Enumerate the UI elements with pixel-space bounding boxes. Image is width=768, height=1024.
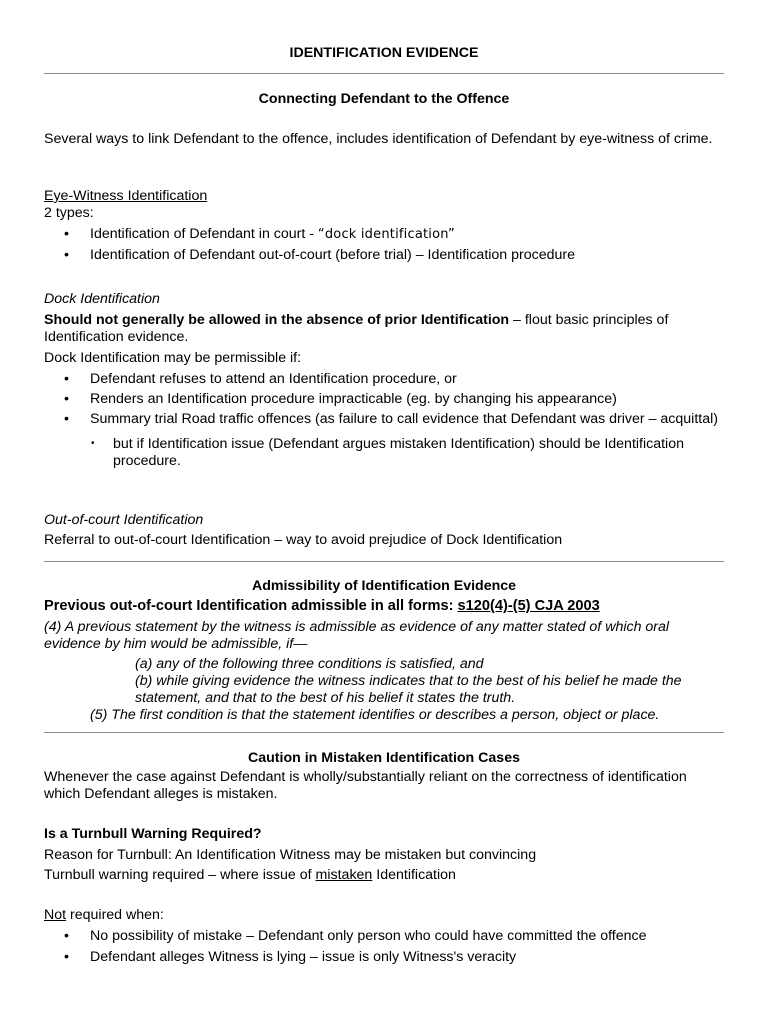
list-item: • No possibility of mistake – Defendant only person who could have committed the offence: [44, 928, 724, 945]
section-heading-admissibility: Admissibility of Identification Evidence: [251, 578, 517, 594]
turnbull-required: [44, 867, 724, 884]
statute-para-4: (4) A previous statement by the witness is admissible as evidence of any matter stated of which oral evidence by him would be admissible, if—: [44, 619, 670, 652]
section-heading-connecting: Connecting Defendant to the Offence: [258, 91, 510, 107]
list-item-text: Identification of Defendant in court -: [90, 226, 318, 242]
dock-heading: Dock Identification: [44, 291, 160, 307]
not-required-text: required when:: [66, 907, 164, 923]
page-title: IDENTIFICATION EVIDENCE: [289, 45, 479, 61]
dock-lead-rest: – flout basic principles of Identification evidence.: [44, 312, 669, 345]
not-required-label: [44, 907, 724, 924]
list-item: • Defendant alleges Witness is lying – issue is only Witness's veracity: [44, 949, 724, 966]
dock-list: [44, 371, 724, 428]
divider: [44, 561, 724, 562]
list-item: • Defendant refuses to attend an Identification procedure, or: [44, 371, 724, 388]
section-heading-caution: Caution in Mistaken Identification Cases: [248, 750, 520, 766]
list-item: • Identification of Defendant out-of-court (before trial) – Identification procedure: [44, 247, 724, 264]
list-item: [44, 226, 724, 243]
statute-reference: s120(4)-(5) CJA 2003: [457, 598, 600, 614]
dock-permissible: Dock Identification may be permissible if:: [44, 350, 302, 366]
admissibility-lead: [44, 598, 724, 615]
statute-para-5: (5) The first condition is that the statement identifies or describes a person, object or place.: [90, 707, 660, 723]
statute-para-b: (b) while giving evidence the witness indicates that to the best of his belief he made the statement, and that to the best of his belief it states the truth.: [135, 673, 682, 706]
admissibility-lead-text: Previous out-of-court Identification admissible in all forms:: [44, 598, 458, 614]
turnbull-reason: Reason for Turnbull: An Identification Witness may be mistaken but convincing: [44, 847, 537, 863]
list-item: • Summary trial Road traffic offences (as failure to call evidence that Defendant was driver – acquittal): [44, 411, 724, 428]
mistaken-underlined: mistaken: [315, 867, 373, 883]
turnbull-required-text: Turnbull warning required – where issue of: [44, 867, 316, 883]
ooc-heading: Out-of-court Identification: [44, 512, 204, 528]
list-item: • Renders an Identification procedure impracticable (eg. by changing his appearance): [44, 391, 724, 408]
turnbull-block: [44, 826, 724, 966]
eyewitness-block: [44, 188, 724, 264]
dock-sub-item: • but if Identification issue (Defendant argues mistaken Identification) should be Identification procedure.: [44, 436, 724, 470]
intro-paragraph: Several ways to link Defendant to the offence, includes identification of Defendant by eye-witness of crime.: [44, 131, 713, 147]
ooc-text: Referral to out-of-court Identification – way to avoid prejudice of Dock Identification: [44, 532, 563, 548]
turnbull-heading: Is a Turnbull Warning Required?: [44, 826, 262, 842]
not-underlined: Not: [44, 907, 67, 923]
not-required-list: [44, 928, 724, 966]
turnbull-required-suffix: Identification: [372, 867, 456, 883]
statute-para-a: (a) any of the following three conditions is satisfied, and: [135, 656, 484, 672]
ooc-block: [44, 512, 724, 549]
dock-lead-bold: Should not generally be allowed in the absence of prior Identification: [44, 312, 510, 328]
eyewitness-heading: Eye-Witness Identification: [44, 188, 208, 204]
eyewitness-list: [44, 226, 724, 264]
divider: [44, 732, 724, 733]
dock-lead: [44, 312, 724, 346]
dock-identification-quote: “dock identification”: [317, 227, 455, 242]
types-label: 2 types:: [44, 205, 94, 221]
caution-text: Whenever the case against Defendant is wholly/substantially reliant on the correctness of identification which Defendant alleges is mistaken.: [44, 769, 687, 802]
divider: [44, 73, 724, 74]
dock-block: [44, 291, 724, 470]
